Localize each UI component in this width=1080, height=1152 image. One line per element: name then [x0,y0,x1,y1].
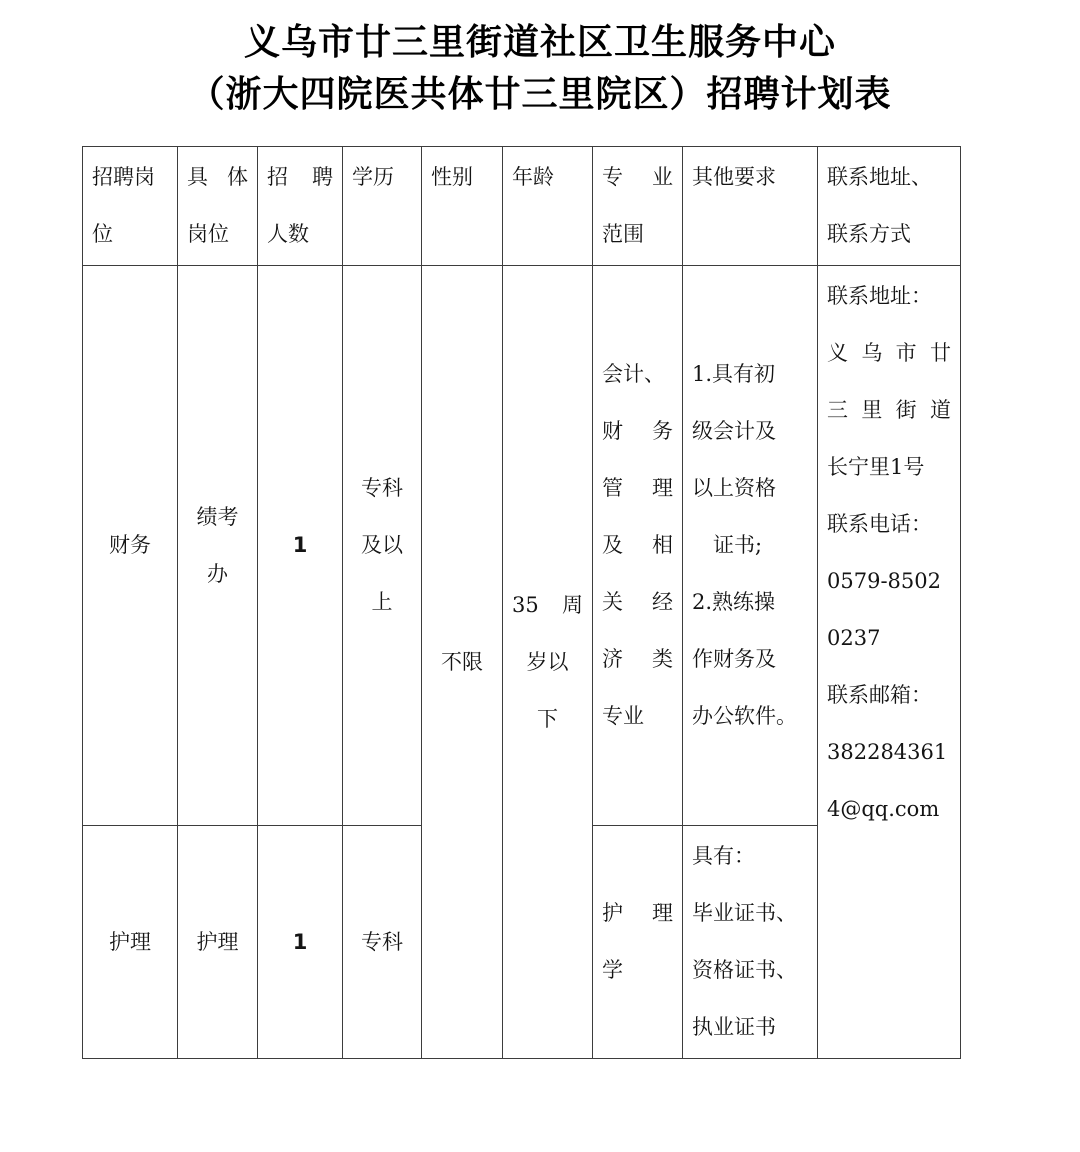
header-specific-post: 具 体 岗位 [178,147,258,266]
header-row [83,147,961,266]
header-major-scope: 专 业 范围 [593,147,683,266]
cell-contact-info: 联系地址： 义 乌 市 廿 三 里 街 道 长宁里1号 联系电话： 0579-8502 0237 联系邮箱： 382284361 4@qq.com [818,266,961,1059]
cell-finance-major-scope: 会计、 财 务 管 理 及 相 关 经 济 类 专业 [593,266,683,826]
cell-nursing-specific-post: 护理 [178,826,258,1059]
row-finance [83,266,961,826]
header-age: 年龄 [503,147,593,266]
title-line-2: （浙大四院医共体廿三里院区）招聘计划表 [188,73,892,115]
cell-finance-requirements: 1.具有初 级会计及 以上资格 证书; 2.熟练操 作财务及 办公软件。 [683,266,818,826]
cell-finance-post-category: 财务 [83,266,178,826]
header-other-requirements: 其他要求 [683,147,818,266]
header-education: 学历 [343,147,422,266]
cell-nursing-post-category: 护理 [83,826,178,1059]
title-line-1: 义乌市廿三里街道社区卫生服务中心 [243,21,836,63]
cell-nursing-requirements: 具有： 毕业证书、 资格证书、 执业证书 [683,826,818,1059]
header-headcount: 招 聘 人数 [258,147,343,266]
header-gender: 性别 [422,147,503,266]
document-title [0,16,1080,120]
cell-nursing-headcount: 1 [258,826,343,1059]
cell-finance-specific-post: 绩考 办 [178,266,258,826]
cell-nursing-major-scope: 护 理 学 [593,826,683,1059]
cell-finance-headcount: 1 [258,266,343,826]
document-page [0,16,1080,1059]
cell-nursing-education: 专科 [343,826,422,1059]
cell-finance-education: 专科 及以 上 [343,266,422,826]
cell-age-limit: 35 周 岁以 下 [503,266,593,1059]
header-post-category: 招聘岗 位 [83,147,178,266]
recruitment-table [82,146,961,1059]
cell-gender-any: 不限 [422,266,503,1059]
header-contact: 联系地址、 联系方式 [818,147,961,266]
